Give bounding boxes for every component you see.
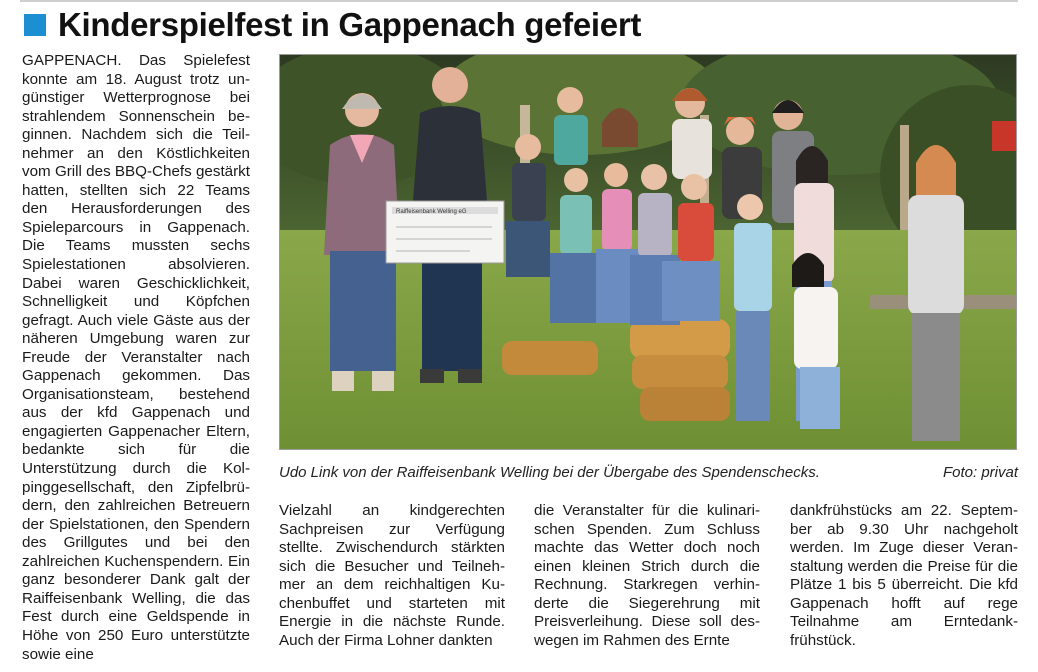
photo-credit: Foto: privat	[942, 464, 1018, 481]
article-column-1	[22, 52, 250, 664]
photo-caption: Udo Link von der Raiffeisenbank Welling bei der Übergabe des Spendenschecks.	[279, 464, 820, 481]
donation-check	[386, 201, 504, 263]
top-rule	[20, 0, 1018, 2]
article-column-4	[790, 502, 1018, 650]
article-text-3: die Veranstalter für die kulinarischen Spenden. Zum Schluss machte das Wetter doch noch einen kleinen Strich durch die Rechnung. Starkregen verhinderte die Siegerehrung mit Preisverleihung. Diese soll deswegen im Rahmen des Ernte	[534, 502, 760, 649]
article-photo	[279, 54, 1017, 450]
headline: Kinderspielfest in Gappenach gefeiert	[58, 6, 642, 43]
article-text-1: GAPPENACH. Das Spielefest konnte am 18. August trotz ungünstiger Wetterprognose bei strahlendem Sonnenschein beginnen. Nachdem sich die Teilnehmer an den Köstlichkeiten vom Grill des BBQ-Chefs gestärkt hatten, stellten sich 22 Teams den Herausforderungen des Spieleparcours in Gappenach. Die Teams mussten sechs Spielestationen absolvieren. Dabei waren Geschicklichkeit, Schnelligkeit und Köpfchen gefragt. Auch viele Gäste aus der näheren Umgebung waren zur Freude der Veranstalter nach Gappenach gekommen. Das Organisationsteam, bestehend aus der kfd Gappenach und engagierten Gappenacher Eltern, bedankte sich für die Unterstützung durch die Kolpinggesellschaft, den Zipfelbrüdern, den zahlreichen Betreuern der Spielstationen, den Spendern des Grillgutes und bei den zahlreichen Kuchenspendern. Ein ganz besonderer Dank galt der Raiffeisenbank Welling, die das Fest durch eine Geldspende in Höhe von 250 Euro unterstützte sowie eine	[22, 52, 250, 663]
headline-marker	[24, 14, 46, 36]
check-text: Raiffeisenbank Welling eG	[396, 209, 467, 215]
article-text-4: dankfrühstücks am 22. September ab 9.30 Uhr nachgeholt werden. Im Zuge dieser Veranstaltung werden die Preise für die Plätze 1 bis 5 überreicht. Die kfd Gappenach hofft auf rege Teilnahme am Erntedankfrühstück.	[790, 502, 1018, 649]
article-column-2	[279, 502, 505, 650]
article-text-2: Vielzahl an kindgerechten Sachpreisen zur Verfügung stellte. Zwischendurch stärkten sich die Besucher und Teilnehmer an dem reichhaltigen Kuchenbuffet und starteten mit Energie in die nächste Runde. Auch der Firma Lohner dankten	[279, 502, 505, 649]
article-column-3	[534, 502, 760, 650]
